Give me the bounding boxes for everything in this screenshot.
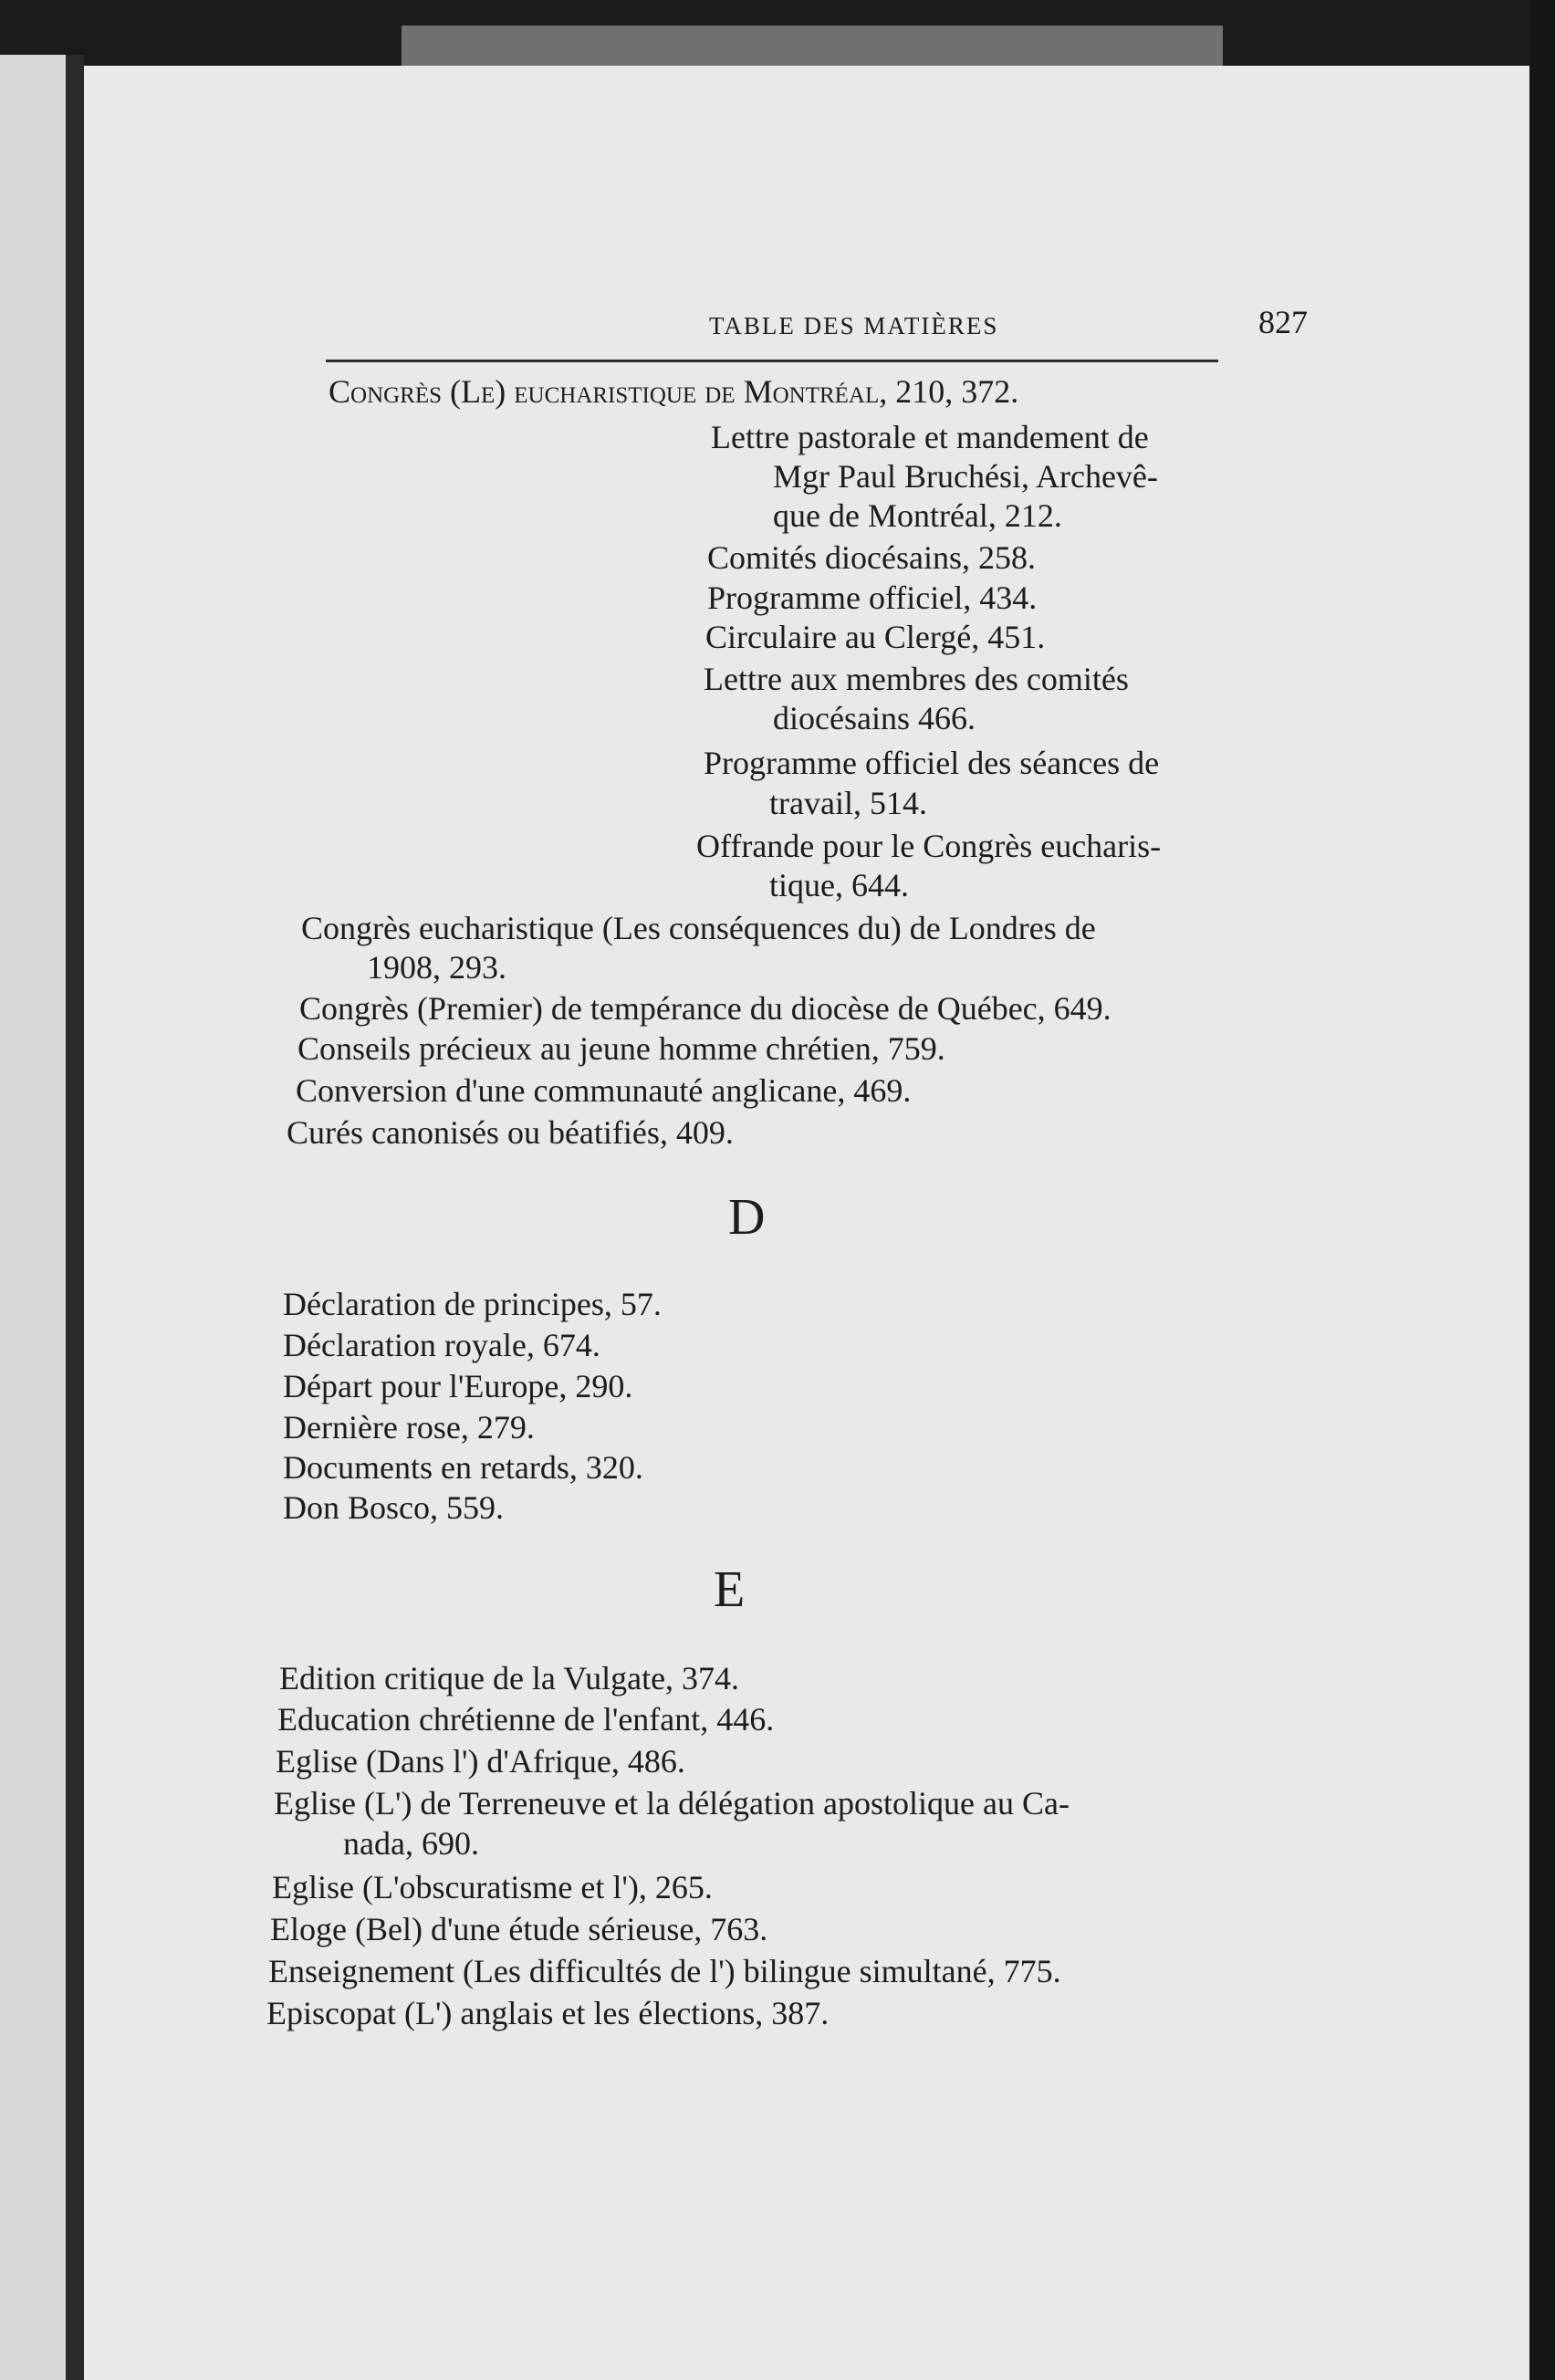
index-entry-continuation: 1908, 293. [367, 949, 506, 986]
scan-right-edge [1529, 0, 1555, 2380]
book-page [84, 66, 1529, 2380]
index-entry: Déclaration de principes, 57. [283, 1286, 662, 1322]
index-entry: Déclaration royale, 674. [283, 1327, 600, 1363]
index-entry: Congrès (Le) eucharistique de Montréal, 210, 372. [329, 373, 1019, 410]
index-subentry: Lettre aux membres des comités [704, 661, 1129, 697]
index-subentry: Circulaire au Clergé, 451. [705, 619, 1046, 655]
index-subentry-continuation: tique, 644. [769, 867, 909, 903]
index-entry: Congrès eucharistique (Les conséquences du) de Londres de [301, 910, 1096, 946]
index-entry: Eglise (Dans l') d'Afrique, 486. [276, 1743, 685, 1780]
index-subentry-continuation: diocésains 466. [773, 700, 976, 736]
index-entry: Conversion d'une communauté anglicane, 469. [296, 1072, 912, 1109]
index-body [84, 66, 1529, 2380]
index-entry: Eglise (L'obscuratisme et l'), 265. [272, 1869, 713, 1905]
index-entry: Dernière rose, 279. [283, 1409, 535, 1446]
index-entry: Enseignement (Les difficultés de l') bilingue simultané, 775. [268, 1953, 1061, 1989]
index-subentry-continuation: Mgr Paul Bruchési, Archevê- [773, 458, 1158, 495]
index-subentry-continuation: que de Montréal, 212. [773, 497, 1062, 534]
index-subentry: Programme officiel, 434. [707, 579, 1038, 616]
index-subentry: Lettre pastorale et mandement de [711, 419, 1149, 455]
index-subentry: Comités diocésains, 258. [707, 539, 1036, 576]
index-entry: Edition critique de la Vulgate, 374. [279, 1660, 740, 1696]
index-subentry-continuation: travail, 514. [769, 785, 927, 821]
book-gutter [66, 55, 84, 2380]
scan-top-edge [402, 26, 1223, 68]
index-entry: Education chrétienne de l'enfant, 446. [277, 1701, 775, 1738]
index-entry: Episcopat (L') anglais et les élections, 387. [266, 1995, 830, 2031]
facing-page-edge [0, 55, 66, 2380]
section-letter-d: D [728, 1189, 766, 1246]
index-subentry: Offrande pour le Congrès eucharis- [696, 828, 1162, 864]
section-letter-e: E [714, 1561, 746, 1618]
index-entry: Documents en retards, 320. [283, 1449, 643, 1486]
index-entry: Congrès (Premier) de tempérance du diocèse de Québec, 649. [299, 990, 1111, 1027]
index-subentry: Programme officiel des séances de [704, 745, 1160, 781]
page-number: 827 [1258, 304, 1308, 340]
index-entry: Eglise (L') de Terreneuve et la délégation apostolique au Ca- [274, 1785, 1070, 1822]
index-entry: Curés canonisés ou béatifiés, 409. [287, 1114, 734, 1151]
index-entry: Départ pour l'Europe, 290. [283, 1368, 633, 1404]
index-entry: Conseils précieux au jeune homme chrétien, 759. [297, 1030, 945, 1067]
index-entry: Eloge (Bel) d'une étude sérieuse, 763. [270, 1911, 768, 1947]
running-title: TABLE DES MATIÈRES [709, 312, 999, 339]
index-entry: Don Bosco, 559. [283, 1489, 504, 1526]
index-entry-continuation: nada, 690. [343, 1825, 479, 1862]
